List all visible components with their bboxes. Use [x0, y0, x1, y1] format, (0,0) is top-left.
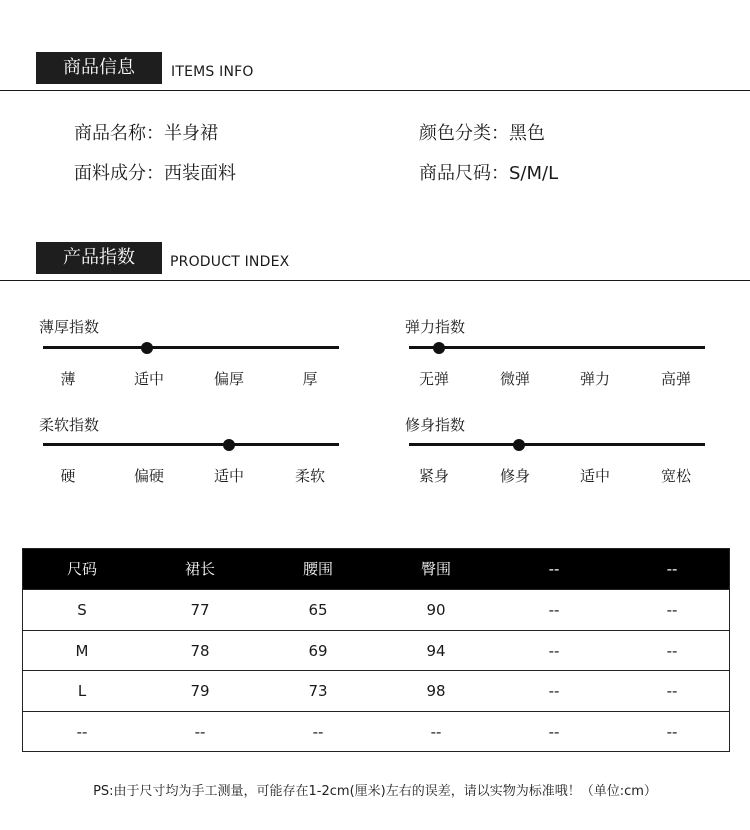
softness-index-option: 柔软 — [294, 467, 325, 485]
table-header-cell: -- — [548, 560, 560, 578]
fit-index-option: 适中 — [579, 467, 610, 485]
fit-index-marker — [513, 439, 525, 451]
table-header-row — [23, 549, 729, 590]
thickness-index-option: 厚 — [302, 370, 318, 388]
size-field: 商品尺码：S/M/L — [419, 163, 559, 184]
thickness-index-label: 薄厚指数 — [39, 318, 100, 336]
table-header-cell: 腰围 — [302, 560, 333, 578]
section-divider — [0, 90, 750, 91]
color-category-field: 颜色分类：黑色 — [419, 123, 545, 144]
table-row — [23, 630, 729, 672]
table-cell: 77 — [190, 601, 210, 619]
table-cell: M — [75, 641, 89, 660]
items-info-header — [0, 52, 750, 92]
table-cell: -- — [548, 722, 560, 741]
table-cell: -- — [666, 682, 678, 700]
softness-index-option: 硬 — [60, 467, 76, 485]
thickness-index-option: 薄 — [60, 370, 76, 388]
table-cell: 79 — [190, 682, 210, 700]
product-index-header — [0, 242, 750, 282]
table-cell: -- — [548, 641, 560, 660]
elasticity-index-option: 微弹 — [499, 370, 530, 388]
thickness-index-option: 偏厚 — [213, 370, 244, 388]
measurement-footnote: PS:由于尺寸均为手工测量，可能存在1-2cm(厘米)左右的误差，请以实物为标准哦！（单位:cm） — [93, 784, 657, 799]
table-header-cell: 裙长 — [184, 560, 215, 578]
table-header-cell: 臀围 — [420, 560, 451, 578]
table-cell: 73 — [308, 682, 328, 700]
product-name-field: 商品名称：半身裙 — [74, 123, 218, 144]
table-cell: -- — [430, 722, 442, 741]
fit-index-option: 宽松 — [660, 467, 691, 485]
table-row — [23, 670, 729, 712]
table-cell: -- — [666, 641, 678, 660]
table-header-cell: 尺码 — [66, 560, 97, 578]
table-cell: 98 — [426, 682, 446, 700]
table-cell: 69 — [308, 641, 328, 660]
softness-index-option: 适中 — [213, 467, 244, 485]
table-cell: 65 — [308, 601, 328, 619]
thickness-index-track — [43, 346, 339, 349]
table-cell: -- — [312, 722, 324, 741]
product-index-badge: 产品指数 — [36, 242, 162, 274]
table-cell: -- — [666, 722, 678, 741]
section-divider — [0, 280, 750, 281]
softness-index-label: 柔软指数 — [39, 416, 100, 434]
softness-index-option: 偏硬 — [133, 467, 164, 485]
elasticity-index-option: 弹力 — [579, 370, 610, 388]
material-field: 面料成分：西装面料 — [74, 163, 236, 184]
elasticity-index-option: 高弹 — [660, 370, 691, 388]
fit-index-option: 修身 — [499, 467, 530, 485]
elasticity-index-label: 弹力指数 — [405, 318, 466, 336]
table-cell: -- — [666, 601, 678, 619]
table-cell: L — [77, 682, 87, 700]
fit-index-label: 修身指数 — [405, 416, 466, 434]
table-cell: -- — [548, 682, 560, 700]
table-row — [23, 711, 729, 753]
fit-index-track — [409, 443, 705, 446]
table-cell: -- — [548, 601, 560, 619]
table-header-cell: -- — [666, 560, 678, 578]
softness-index-track — [43, 443, 339, 446]
table-cell: 90 — [426, 601, 446, 619]
items-info-badge: 商品信息 — [36, 52, 162, 84]
size-table — [22, 548, 730, 752]
table-cell: -- — [76, 722, 88, 741]
product-index-english: PRODUCT INDEX — [170, 254, 290, 270]
table-cell: S — [77, 601, 87, 619]
table-cell: 94 — [426, 641, 446, 660]
thickness-index-option: 适中 — [133, 370, 164, 388]
fit-index-option: 紧身 — [418, 467, 449, 485]
table-cell: -- — [194, 722, 206, 741]
elasticity-index-track — [409, 346, 705, 349]
table-row — [23, 589, 729, 631]
elasticity-index-option: 无弹 — [418, 370, 449, 388]
items-info-english: ITEMS INFO — [171, 64, 254, 80]
elasticity-index-marker — [433, 342, 445, 354]
table-cell: 78 — [190, 641, 210, 660]
thickness-index-marker — [141, 342, 153, 354]
softness-index-marker — [223, 439, 235, 451]
